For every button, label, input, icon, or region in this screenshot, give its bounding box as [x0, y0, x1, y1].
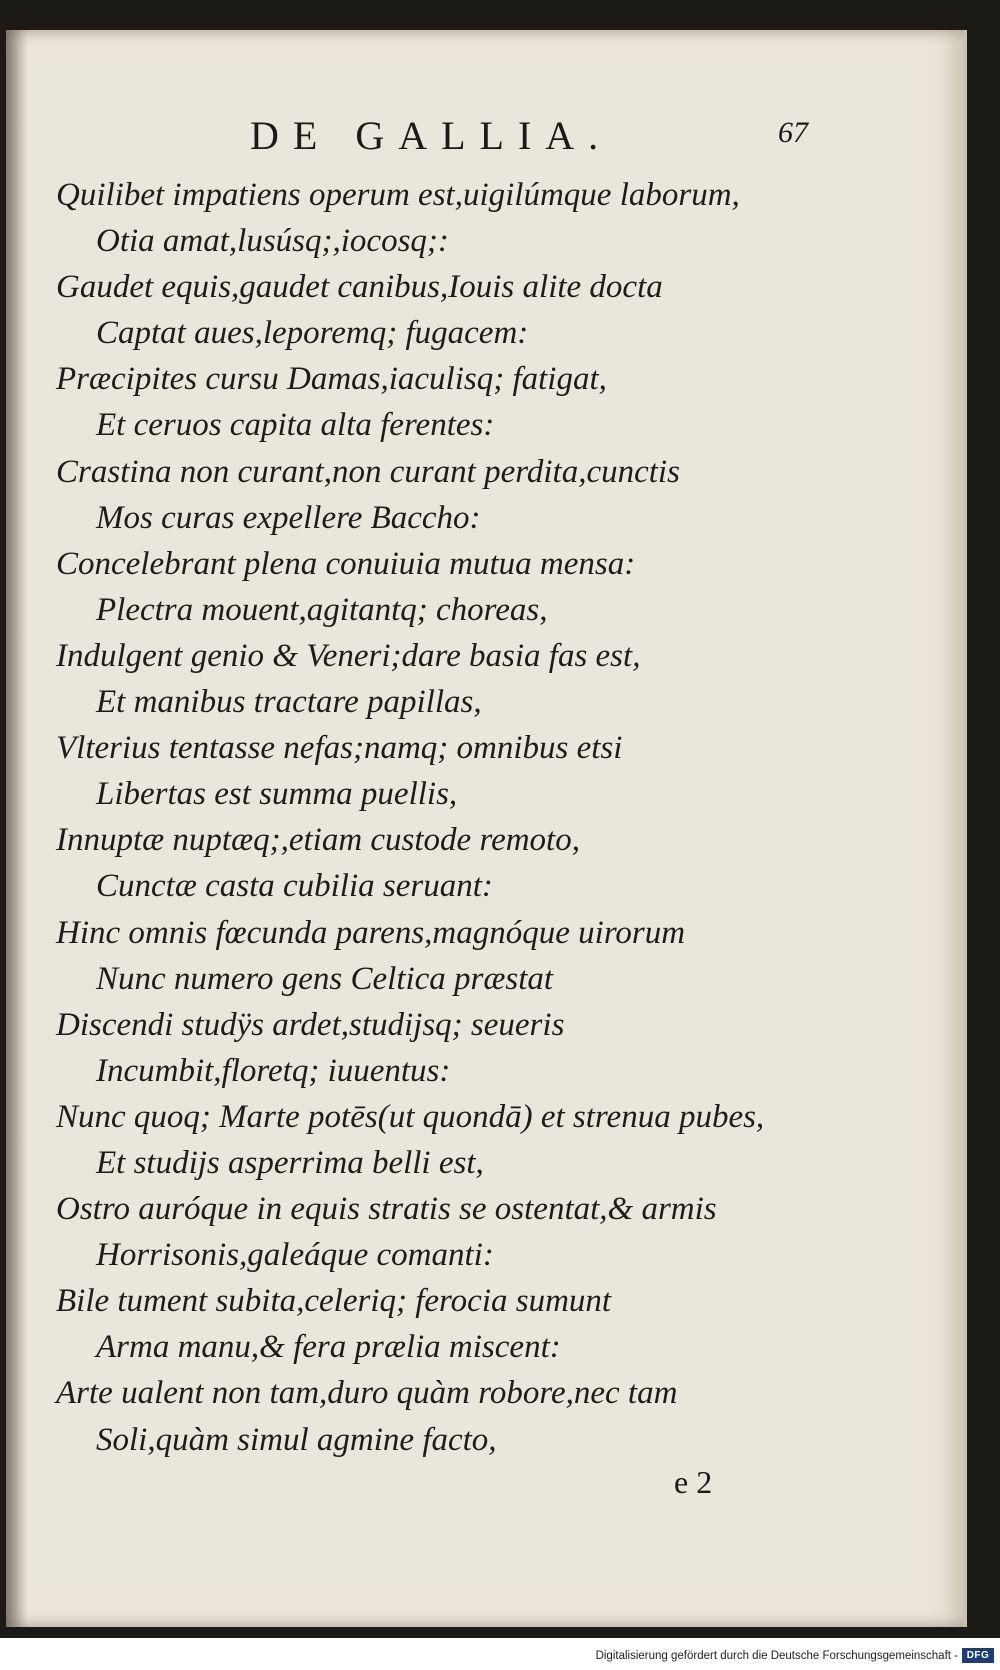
running-head: DE GALLIA. [250, 113, 613, 158]
verse-line: Gaudet equis,gaudet canibus,Iouis alite docta [56, 269, 663, 306]
verse-line: Hinc omnis fœcunda parens,magnóque uirorum [56, 914, 686, 951]
verse-line: Indulgent genio & Veneri;dare basia fas est, [56, 637, 641, 674]
verse-line: Discendi studÿs ardet,studijsq; seueris [56, 1006, 565, 1043]
verse-line: Et manibus tractare papillas, [96, 684, 482, 721]
signature-mark: e 2 [674, 1464, 713, 1500]
verse-line: Otia amat,lusúsq;,iocosq;: [96, 223, 449, 260]
verse-line: Et ceruos capita alta ferentes: [96, 407, 495, 444]
dfg-logo-icon: DFG [962, 1648, 994, 1663]
verse-line: Plectra mouent,agitantq; choreas, [96, 591, 548, 628]
verse-line: Et studijs asperrima belli est, [96, 1144, 484, 1181]
verse-line: Præcipites cursu Damas,iaculisq; fatigat, [56, 361, 607, 398]
verse-line: Bile tument subita,celeriq; ferocia sumunt [56, 1283, 612, 1320]
verse-text [56, 172, 926, 1463]
verse-line: Incumbit,floretq; iuuentus: [96, 1052, 451, 1089]
verse-line: Captat aues,leporemq; fugacem: [96, 315, 529, 352]
verse-line: Innuptæ nuptæq;,etiam custode remoto, [56, 822, 580, 859]
verse-line: Crastina non curant,non curant perdita,cunctis [56, 453, 680, 490]
verse-line: Nunc quoq; Marte potēs(ut quondā) et strenua pubes, [56, 1098, 765, 1135]
digitization-credit: Digitalisierung gefördert durch die Deutsche Forschungsgemeinschaft - [595, 1650, 958, 1662]
verse-line: Arte ualent non tam,duro quàm robore,nec tam [56, 1375, 678, 1412]
verse-line: Soli,quàm simul agmine facto, [96, 1421, 497, 1458]
verse-line: Concelebrant plena conuiuia mutua mensa: [56, 545, 636, 582]
verse-line: Vlterius tentasse nefas;namq; omnibus etsi [56, 730, 623, 767]
verse-line: Mos curas expellere Baccho: [96, 499, 481, 536]
verse-line: Libertas est summa puellis, [96, 776, 458, 813]
verse-line: Cunctæ casta cubilia seruant: [96, 868, 493, 905]
verse-line: Arma manu,& fera prælia miscent: [96, 1329, 561, 1366]
page-gutter-shadow [6, 30, 28, 1627]
verse-line: Nunc numero gens Celtica præstat [96, 960, 554, 997]
verse-line: Quilibet impatiens operum est,uigilúmque laborum, [56, 177, 740, 213]
verse-line: Horrisonis,galeáque comanti: [96, 1237, 494, 1274]
page-number: 67 [778, 116, 808, 149]
verse-line: Ostro auróque in equis stratis se ostentat,& armis [56, 1191, 717, 1228]
